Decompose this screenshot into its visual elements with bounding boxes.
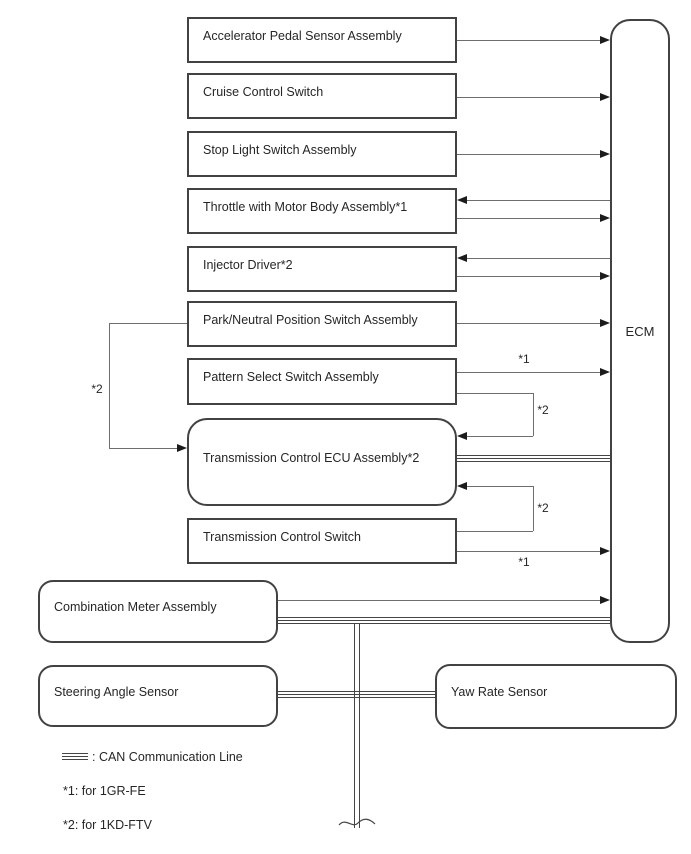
box-injector-driver xyxy=(187,246,457,292)
box-pattern-select-switch xyxy=(187,358,457,405)
arrowhead-right-icon xyxy=(600,319,610,327)
box-stop-light-switch xyxy=(187,131,457,177)
box-label: Throttle with Motor Body Assembly*1 xyxy=(203,199,408,214)
line-tcs-tcu-bottom xyxy=(457,531,533,532)
arrowhead-right-icon xyxy=(600,547,610,555)
can-line-tcu-to-ecm xyxy=(457,455,610,462)
line-stoplight-to-ecm xyxy=(457,154,600,155)
box-park-neutral-position-switch xyxy=(187,301,457,347)
line-accelerator-to-ecm xyxy=(457,40,600,41)
arrowhead-right-icon xyxy=(600,93,610,101)
arrowhead-right-icon xyxy=(600,368,610,376)
note-tcs-to-ecm: *1 xyxy=(518,555,530,569)
arrowhead-left-icon xyxy=(457,482,467,490)
arrowhead-left-icon xyxy=(457,432,467,440)
line-tcs-to-ecm xyxy=(457,551,600,552)
can-line-vertical-branch xyxy=(354,624,360,828)
box-label: Transmission Control Switch xyxy=(203,529,361,544)
box-label: Combination Meter Assembly xyxy=(54,600,217,614)
line-tcs-tcu-top xyxy=(467,486,533,487)
box-label: Yaw Rate Sensor xyxy=(451,685,548,699)
arrowhead-left-icon xyxy=(457,196,467,204)
box-label: Transmission Control ECU Assembly*2 xyxy=(203,450,420,465)
line-ecm-to-injector xyxy=(467,258,610,259)
legend-can-label: : CAN Communication Line xyxy=(92,750,243,764)
line-ecm-to-throttle xyxy=(467,200,610,201)
box-label: Pattern Select Switch Assembly xyxy=(203,370,379,384)
can-line-combinationmeter-to-ecm xyxy=(278,617,610,624)
box-label: Park/Neutral Position Switch Assembly xyxy=(203,312,418,327)
legend-footnote-2: *2: for 1KD-FTV xyxy=(63,818,152,832)
arrowhead-right-icon xyxy=(600,272,610,280)
line-parkneutral-tcu-top xyxy=(109,323,187,324)
legend-footnote-1: *1: for 1GR-FE xyxy=(63,784,146,798)
box-label: Cruise Control Switch xyxy=(203,84,324,99)
arrowhead-right-icon xyxy=(600,150,610,158)
box-throttle-motor-body xyxy=(187,188,457,234)
line-parkneutral-to-ecm xyxy=(457,323,600,324)
line-combinationmeter-to-ecm xyxy=(278,600,600,601)
line-pattern-tcu-top xyxy=(457,393,533,394)
box-transmission-control-switch xyxy=(187,518,457,564)
box-combination-meter xyxy=(38,580,278,643)
arrowhead-right-icon xyxy=(177,444,187,452)
line-patternselect-to-ecm xyxy=(457,372,600,373)
note-pattern-to-tcu: *2 xyxy=(537,403,549,417)
line-parkneutral-tcu-bottom xyxy=(109,448,177,449)
note-tcs-to-tcu: *2 xyxy=(537,501,549,515)
arrowhead-left-icon xyxy=(457,254,467,262)
line-cruise-to-ecm xyxy=(457,97,600,98)
box-accelerator-pedal-sensor xyxy=(187,17,457,63)
box-ecm xyxy=(610,19,670,643)
box-cruise-control-switch xyxy=(187,73,457,119)
line-parkneutral-tcu-vertical xyxy=(109,323,110,448)
box-label: Injector Driver*2 xyxy=(203,257,293,272)
line-pattern-tcu-bottom xyxy=(467,436,533,437)
can-line-symbol-icon xyxy=(62,753,88,760)
box-transmission-control-ecu xyxy=(187,418,457,506)
note-pattern-to-ecm: *1 xyxy=(518,352,530,366)
arrowhead-right-icon xyxy=(600,596,610,604)
line-injector-to-ecm xyxy=(457,276,600,277)
ecm-label: ECM xyxy=(625,323,655,339)
line-throttle-to-ecm xyxy=(457,218,600,219)
box-label: Steering Angle Sensor xyxy=(54,684,179,699)
line-break-squiggle-icon xyxy=(337,814,377,832)
box-steering-angle-sensor xyxy=(38,665,278,727)
box-yaw-rate-sensor xyxy=(435,664,677,729)
note-parkneutral-to-tcu: *2 xyxy=(91,382,103,396)
box-label: Stop Light Switch Assembly xyxy=(203,142,357,157)
box-label: Accelerator Pedal Sensor Assembly xyxy=(203,28,402,43)
arrowhead-right-icon xyxy=(600,214,610,222)
arrowhead-right-icon xyxy=(600,36,610,44)
